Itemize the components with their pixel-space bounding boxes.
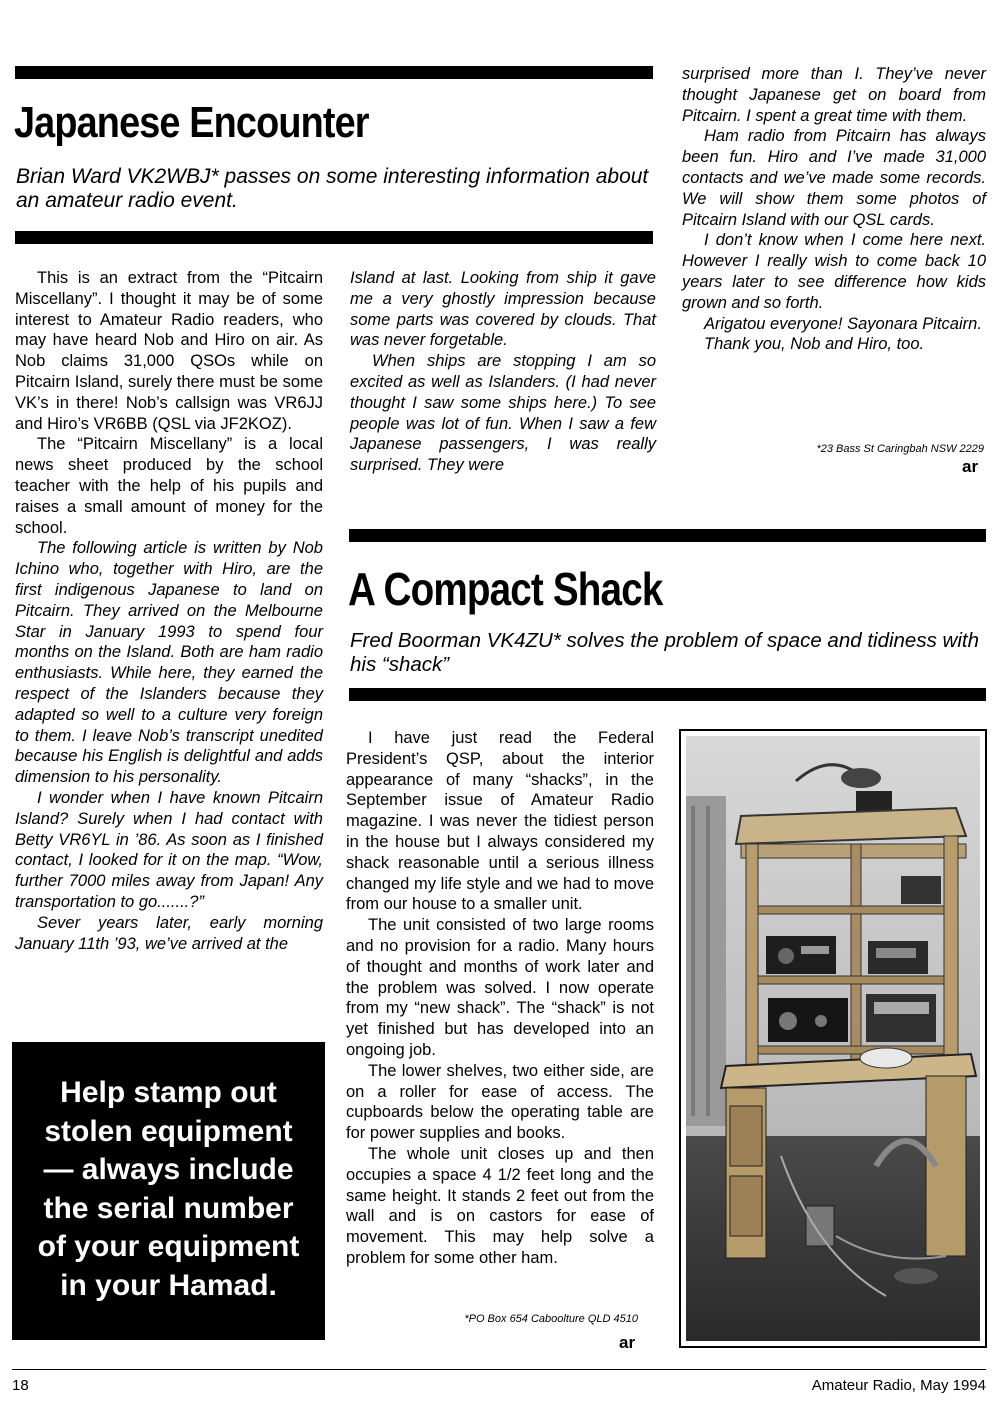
notice-line: the serial number bbox=[43, 1191, 294, 1225]
paragraph: Thank you, Nob and Hiro, too. bbox=[704, 335, 925, 354]
stolen-equipment-notice bbox=[12, 1042, 325, 1340]
notice-line: in your Hamad. bbox=[60, 1268, 277, 1302]
article-deck-compact-shack: Fred Boorman VK4ZU* solves the problem of space and tidiness with his “shack” bbox=[350, 629, 979, 676]
paragraph: This is an extract from the “Pitcairn Miscellany”. I thought it may be of some interest to Amateur Radio readers, who may have heard Nob and Hiro on air. As Nob claims 31,000 QSOs while on Pitcairn Island, surely there must be some VK’s in there! Nob’s callsign was VR6JJ and Hiro’s VR6BB (QSL via JF2KOZ). bbox=[15, 269, 323, 433]
section-rule-top bbox=[349, 529, 986, 542]
section-rule-bottom bbox=[349, 688, 986, 701]
paragraph: I have just read the Federal President’s QSP, about the interior appearance of many “shacks”, in the September issue of Amateur Radio magazine. I was never the tidiest person in the house but I always considered my shack reasonable until a serious illness changed my life style and we had to move from our house to a smaller unit. bbox=[346, 729, 654, 914]
paragraph: surprised more than I. They’ve never thought Japanese get on board from Pitcairn. I spent a great time with them. bbox=[682, 65, 986, 125]
article-deck-japanese-encounter: Brian Ward VK2WBJ* passes on some interesting information about an amateur radio event. bbox=[16, 165, 649, 212]
article1-column-3 bbox=[682, 64, 986, 355]
shack-photo bbox=[686, 736, 980, 1341]
article-title-compact-shack: A Compact Shack bbox=[348, 563, 663, 615]
paragraph: Arigatou everyone! Sayonara Pitcairn. bbox=[704, 314, 982, 333]
article1-column-2 bbox=[350, 268, 656, 476]
paragraph: The whole unit closes up and then occupies a space 4 1/2 feet long and the same height. It stands 2 feet out from the wall and is on castors for ease of movement. This may help solve a problem for some other ham. bbox=[346, 1144, 654, 1267]
paragraph: Island at last. Looking from ship it gave me a very ghostly impression because some parts was covered by clouds. That was never forgetable. bbox=[350, 269, 656, 350]
page-number: 18 bbox=[12, 1377, 29, 1394]
top-rule bbox=[15, 66, 653, 79]
notice-line: of your equipment bbox=[37, 1230, 300, 1263]
paragraph: Sever years later, early morning January 11th ’93, we’ve arrived at the bbox=[15, 913, 323, 953]
author-address: *23 Bass St Caringbah NSW 2229 bbox=[816, 443, 984, 455]
paragraph: The “Pitcairn Miscellany” is a local news sheet produced by the school teacher with the help of his pupils and raises a small amount of money for the school. bbox=[15, 435, 323, 537]
notice-line: Help stamp out bbox=[60, 1076, 277, 1109]
paragraph: Ham radio from Pitcairn has always been fun. Hiro and I’ve made 31,000 contacts and we’ve made some records. We will show them some photos of Pitcairn Island with our QSL cards. bbox=[682, 127, 986, 229]
end-mark: ar bbox=[619, 1333, 636, 1352]
paragraph: I don’t know when I come here next. However I really wish to come back 10 years later to see difference how kids grown and so forth. bbox=[682, 231, 986, 312]
author-address: *PO Box 654 Caboolture QLD 4510 bbox=[464, 1313, 638, 1325]
paragraph: When ships are stopping I am so excited as well as Islanders. (I had never thought I saw some ships here.) To see people was lot of fun. When I saw a few Japanese passengers, I was really surprised. They were bbox=[350, 352, 656, 475]
paragraph: The lower shelves, two either side, are on a roller for ease of access. The cupboards below the operating table are for power supplies and books. bbox=[346, 1061, 654, 1143]
shack-photo-frame bbox=[679, 729, 987, 1348]
footer-rule bbox=[12, 1369, 986, 1370]
paragraph: I wonder when I have known Pitcairn Island? Surely when I had contact with Betty VR6YL in ’86. As soon as I finished contact, I looked for it on the map. “Wow, further 7000 miles away from Japan! Any transportation to go.......?” bbox=[15, 788, 323, 911]
notice-line: stolen equipment bbox=[44, 1114, 293, 1148]
paragraph: The following article is written by Nob Ichino who, together with Hiro, are the first indigenous Japanese to land on Pitcairn. They arrived on the Melbourne Star in January 1993 to spend four months on the Island. Both are ham radio enthusiasts. While here, they earned the respect of the Islanders because they adapted so well to a culture very foreign to them. I leave Nob’s transcript unedited because his English is delightful and adds dimension to his personality. bbox=[15, 539, 323, 787]
end-mark: ar bbox=[962, 457, 979, 476]
article1-column-1 bbox=[15, 268, 323, 954]
article-title-japanese-encounter: Japanese Encounter bbox=[14, 98, 369, 147]
deck-rule bbox=[15, 231, 653, 244]
paragraph: The unit consisted of two large rooms and no provision for a radio. Many hours of thought and months of work later and the problem was solved. I now operate from my “new shack”. The “shack” is not yet finished but has developed into an ongoing job. bbox=[346, 916, 654, 1059]
article2-column bbox=[346, 728, 654, 1269]
publication-info: Amateur Radio, May 1994 bbox=[811, 1377, 986, 1394]
notice-line: — always include bbox=[43, 1153, 294, 1186]
